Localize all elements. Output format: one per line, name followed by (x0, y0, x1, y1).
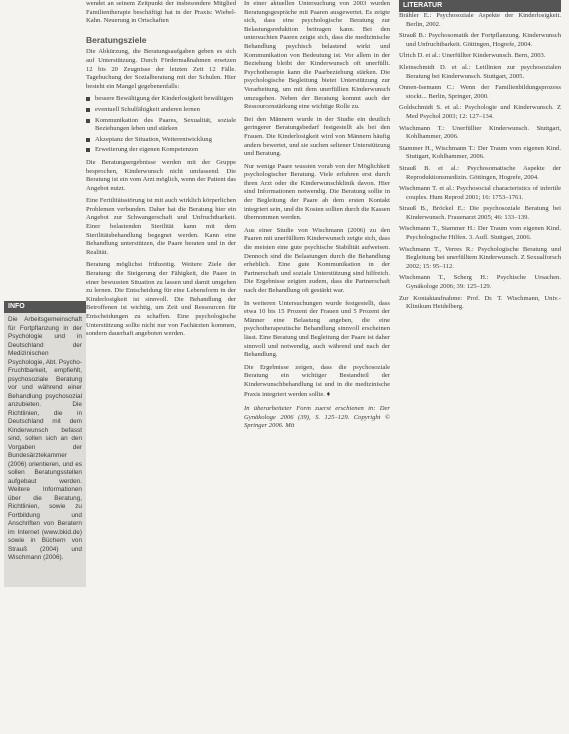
reference-entry: Wischmann T., Scherg H.: Psychische Ursachen. Gynäkologe 2006; 39: 125–129. (399, 274, 561, 291)
reference-entry: Strauß B. et al.: Psychosomatische Aspekte der Reproduktionsmedizin. Göttingen, Hogrefe, 2004. (399, 164, 561, 181)
reference-entry: Goldschmidt S. et al.: Psychologie und Kinderwunsch. Z Med Psychol 2003; 12: 127–134. (399, 104, 561, 120)
paragraph: Beratung möglichst frühzeitig. Weitere Ziele der Beratung: die Steigerung der Fähigkeit, die Paare in einer bewussten Situation zu lassen und damit umgehen zu lernen. Die Entscheidung für eine Lebensform in der Kinderlosigkeit ist sinnvoll. Die Behandlung der Betroffenen ist wichtig, um Zeit und Ressourcen für Entscheidungen zu schaffen. Eine psychologische Unterstützung sollte nicht nur von Fachärzten kommen, sondern dauerhaft angeboten werden. (86, 261, 236, 338)
end-mark-icon: ♦ (326, 389, 331, 398)
reference-entry: Zur Kontaktaufnahme: Prof. Dr. T. Wischmann, Univ.-Klinikum Heidelberg. (399, 294, 561, 311)
info-box (4, 313, 86, 587)
literature-header: LITERATUR (399, 0, 561, 12)
left-column (86, 0, 236, 343)
reference-entry: Wischmann T., Verres R.: Psychologische Beratung und Begleitung bei unerfülltem Kinderwunsch. Z Sexualforsch 2002; 15: 95–112. (399, 245, 561, 270)
goals-list (86, 95, 236, 155)
reference-entry: Strauß B., Bröckel E.: Die psychosoziale Beratung bei Kinderwunsch. Frauenarzt 2005; 46: 133–139. (399, 205, 561, 221)
middle-column (244, 0, 390, 435)
list-item: bessere Bewältigung der Kinderlosigkeit bewältigen (86, 95, 236, 104)
reference-entry: Ulrich D. et al.: Unerfüllter Kinderwunsch. Bern, 2003. (399, 52, 546, 60)
paragraph: Bei den Männern wurde in der Studie ein deutlich geringerer Beratungsbedarf festgestellt als bei den Frauen. Die Kinderlosigkeit wird von Männern häufig anders bewertet, und sie suchen seltener Unterstützung und Beratung. (244, 115, 390, 158)
paragraph: Die Beratungsergebnisse werden mit der Gruppe besprochen, Kinderwunsch nicht umfassend. Die Beratung ist ein vom Arzt möglich, wenn der Patient das Angebot nutzt. (86, 158, 236, 192)
reference-entry: Stammer H., Wischmann T.: Der Traum vom eigenen Kind. Stuttgart, Kohlhammer, 2006. (399, 144, 561, 161)
literature-list (399, 12, 561, 315)
info-text: Die Arbeitsgemeinschaft für Fortpflanzung in der Psychologie und in Deutschland der Medizinischen Psychologie, Abt. Psycho-Fruchtbarkeit, empfiehlt, psychosoziale Beratung vor und während einer Behandlung psychosozial anzubieten. Die Richtlinien, die in Deutschland mit dem Kinderwunsch befasst sind, sollen sich an den Vorgaben der Bundesärztekammer (2006) orientieren, und es sollen Beratungsstellen aufgebaut werden. Weitere Informationen über die Beratung, Richtlinien, sowie zu Fortbildung und Anschriften von Beratern im Internet (www.bkid.de) sowie in Büchern von Strauß (2004) und Wischmann (2006). (8, 316, 82, 561)
paragraph: Eine Fertilitätsstörung ist mit auch wirklich körperlichen Problemen verbunden. Daher hat die Beratung hier ein Angebot zur Schwangerschaft und Unfruchtbarkeit. Einer belastenden Sterilität kann mit dem Sterilitätsbehandlung begegnet werden. Kann eine Behandlung unterstützen, die Paare beraten und in der Realität. (86, 197, 236, 256)
reference-entry: Strauß B.: Psychosomatik der Fortpflanzung. Kinderwunsch und Unfruchtbarkeit. Göttingen, Hogrefe, 2004. (399, 32, 561, 48)
paragraph: Nur wenige Paare wussten vorab von der Möglichkeit psychologischer Beratung. Viele erfuhren erst durch ihren Arzt oder die Kinderwunschklinik davon. Hier sind Informationen notwendig. Die Beratung sollte in der Begleitung der Paare ab dem ersten Kontakt integriert sein, und die Kosten sollten durch die Kassen übernommen werden. (244, 162, 390, 222)
reference-entry: Onnen-Isemann C.: Wenn der Familienbildungsprozess stockt... Berlin, Springer, 2000. (399, 84, 561, 100)
section-heading: Beratungsziele (86, 34, 147, 45)
info-header: INFO (4, 301, 86, 313)
list-item: eventuell Schulfähigkeit anderen lernen (86, 106, 236, 115)
paragraph: In weiteren Untersuchungen wurde festgestellt, dass etwa 10 bis 15 Prozent der Frauen und 5 Prozent der Männer eine Belastung angeben, die eine psychotherapeutische Behandlung sinnvoll erscheinen lässt. Eine Beratung und Begleitung der Paare ist daher sinnvoll und notwendig, auch während und nach der Behandlung. (244, 299, 390, 359)
reference-entry: Brähler E.: Psychosoziale Aspekte der Kinderlosigkeit. Berlin, 2002. (399, 12, 561, 28)
reference-entry: Wischmann T., Stammer H.: Der Traum vom eigenen Kind. Psychologische Hilfen. 3. Aufl. Stuttgart, 2006. (399, 225, 561, 242)
source-caption: In überarbeiteter Form zuerst erschienen in: Der Gynäkologe 2006 (39), S. 125–129. Copyright © Springer 2006. Mit (244, 405, 390, 430)
intro-paragraph: wendet an seinem Zeitpunkt der insbesondere Mitglied Familientherapie beschäftigt hat in der Praxis: Wiebel-Kahn. Neuerung in Ortschaften (86, 0, 236, 25)
paragraph-text: Die Ergebnisse zeigen, dass die psychosoziale Beratung ein wichtiger Bestandteil der Kinderwunschbehandlung ist und in die medizinische Praxis integriert werden sollte. (244, 363, 390, 398)
list-item: Kommunikation des Paares, Sexualität, soziale Beziehungen leben und stärken (86, 117, 236, 134)
paragraph: Die Abkürzung, die Beratungsaufgaben geben es sich auf Unterstützung. Durch Fördermaßnahmen ersetzen 12 bis 20 Zeugnisse der letzten Zeit 12 Fälle. Tagebuchung der Sozialberatung mit der Schulen. Hier besteht ein Mangel gegebenenfalls: (86, 48, 236, 90)
paragraph: In einer aktuellen Untersuchung von 2003 wurden Beratungsgespräche mit Paaren ausgewertet. Es zeigte sich, dass eine psychologische Beratung zur Belastungsreduktion beitragen kann. Bei den untersuchten Paaren zeigte sich, dass die medizinische Behandlung psychisch belastend wirkt und Kommunikation von Bedeutung ist. Vor allem in der Beziehung bleibt der Kinderwunsch oft unerfüllt. Psychotherapie kann die Paarbeziehung stärken. Die psychologische Begleitung bietet Unterstützung zur Verarbeitung, um mit dem unerfüllten Kinderwunsch umzugehen. Neben der Beratung kommt auch der Ressourcenstärkung eine wichtige Rolle zu. (244, 0, 390, 111)
paragraph: Aus einer Studie von Wischmann (2006) zu den Paaren mit unerfülltem Kinderwunsch zeigte sich, dass die meisten eine gute psychische Stabilität aufweisen. Dennoch sind die Belastungen durch die Behandlung erheblich. Eine gute Kommunikation in der Partnerschaft und soziale Unterstützung sind hilfreich. Die Ergebnisse zeigten zudem, dass die Partnerschaft nach der Behandlung oft gestärkt war. (244, 226, 390, 294)
paragraph (244, 364, 390, 399)
list-item: Erweiterung der eigenen Kompetenzen (86, 146, 236, 155)
reference-entry: Wischmann T.: Unerfüllter Kinderwunsch. Stuttgart, Kohlhammer, 2006. (399, 124, 561, 141)
list-item: Akzeptanz der Situation, Weiterentwicklung (86, 136, 236, 145)
reference-entry: Wischmann T. et al.: Psychosocial characteristics of infertile couples. Hum Reprod 2001; 16: 1753–1761. (399, 185, 561, 201)
reference-entry: Kleinschmidt D. et al.: Leitlinien zur psychosozialen Beratung bei Kinderwunsch. Stuttgart, 2005. (399, 63, 561, 80)
